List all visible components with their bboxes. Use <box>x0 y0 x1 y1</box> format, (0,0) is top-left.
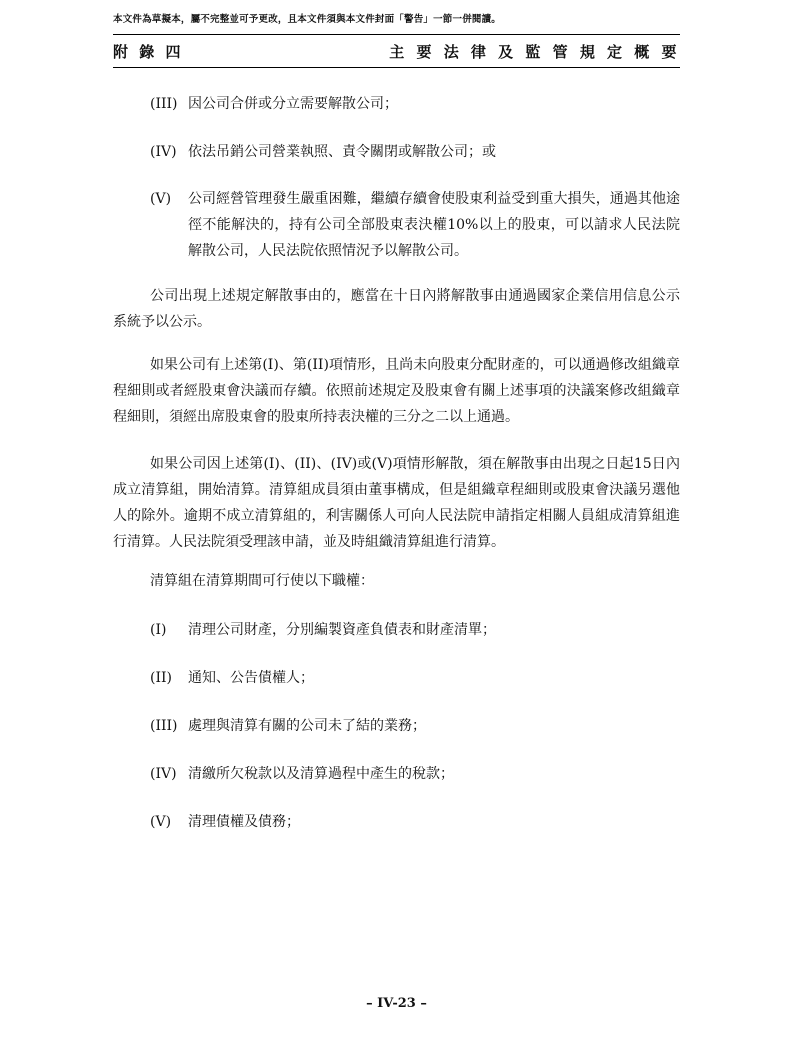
body-paragraph: 公司出現上述規定解散事由的，應當在十日內將解散事由通過國家企業信用信息公示系統予以公示。 <box>113 288 680 330</box>
item-number: (IV) <box>150 766 177 782</box>
item-text: 通知、公告債權人； <box>188 670 314 686</box>
liquidation-powers-lead: 清算組在清算期間可行使以下職權： <box>150 573 374 589</box>
item-text: 公司經營管理發生嚴重困難，繼續存續會使股東利益受到重大損失，通過其他途徑不能解決的，持有公司全部股東表決權10%以上的股東，可以請求人民法院解散公司，人民法院依照情況予以解散公司。 <box>188 191 680 259</box>
section-title: 主 要 法 律 及 監 管 規 定 概 要 <box>389 43 680 61</box>
appendix-label: 附 錄 四 <box>113 43 184 61</box>
item-text: 清理公司財產，分別編製資產負債表和財產清單； <box>188 622 496 638</box>
body-paragraph: 如果公司有上述第(I)、第(II)項情形，且尚未向股東分配財產的，可以通過修改組織章程細則或者經股東會決議而存續。依照前述規定及股東會有關上述事項的決議案修改組織章程細則，須經出席股東會的股東所持表決權的三分之二以上通過。 <box>113 357 680 425</box>
body-paragraph: 如果公司因上述第(I)、(II)、(IV)或(V)項情形解散，須在解散事由出現之日起15日內成立清算組，開始清算。清算組成員須由董事構成，但是組織章程細則或股東會決議另選他人的除外。逾期不成立清算組的，利害關係人可向人民法院申請指定相關人員組成清算組進行清算。人民法院須受理該申請，並及時組織清算組進行清算。 <box>113 456 680 550</box>
item-number: (III) <box>150 718 178 734</box>
item-text: 清理債權及債務； <box>188 814 300 830</box>
item-text: 依法吊銷公司營業執照、責令關閉或解散公司；或 <box>188 144 496 160</box>
item-number: (III) <box>150 96 178 112</box>
draft-warning-banner: 本文件為草擬本，屬不完整並可予更改，且本文件須與本文件封面「警告」一節一併閱讀。 <box>113 14 502 25</box>
item-number: (I) <box>150 622 167 638</box>
item-number: (II) <box>150 670 172 686</box>
item-number: (V) <box>150 814 172 830</box>
item-text: 因公司合併或分立需要解散公司； <box>188 96 398 112</box>
item-number: (IV) <box>150 144 177 160</box>
page-header <box>113 34 680 68</box>
item-text: 處理與清算有關的公司未了結的業務； <box>188 718 426 734</box>
page-number: – IV-23 – <box>366 996 427 1011</box>
item-number: (V) <box>150 191 172 207</box>
item-text: 清繳所欠稅款以及清算過程中產生的稅款； <box>188 766 454 782</box>
